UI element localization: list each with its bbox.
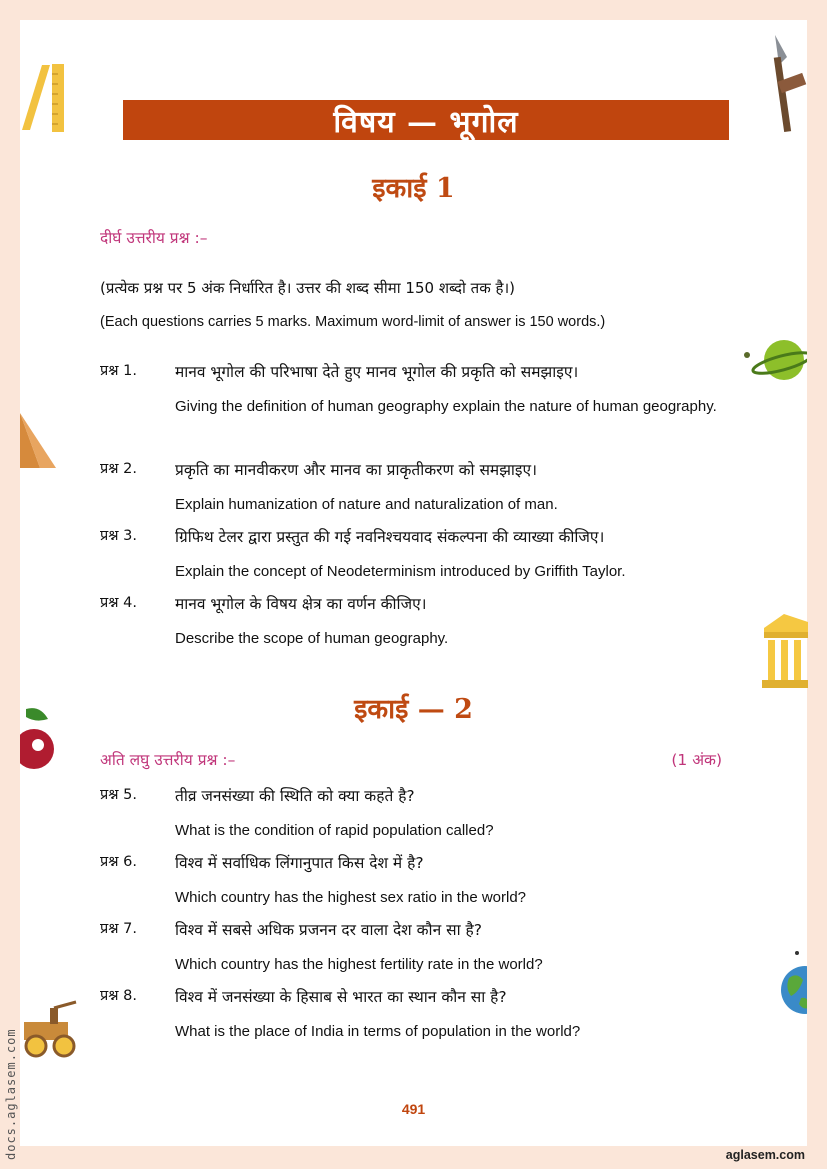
question-item [100,784,728,846]
question-item [100,851,728,913]
question-item [100,918,728,980]
question-number: प्रश्न 7. [100,921,137,937]
axe-icon [765,35,810,135]
unit1-note-english: (Each questions carries 5 marks. Maximum word-limit of answer is 150 words.) [100,314,606,330]
question-english: Which country has the highest fertility rate in the world? [175,956,543,973]
question-hindi: प्रकृति का मानवीकरण और मानव का प्राकृतीकरण को समझाइए। [175,461,537,479]
question-number: प्रश्न 1. [100,363,137,379]
unit2-marks-label: (1 अंक) [671,751,722,769]
question-english: Explain the concept of Neodeterminism introduced by Griffith Taylor. [175,563,626,580]
question-number: प्रश्न 3. [100,528,137,544]
globe-icon [775,948,807,1018]
subject-title-banner [123,100,729,140]
question-number: प्रश्न 5. [100,787,137,803]
question-hindi: विश्व में जनसंख्या के हिसाब से भारत का स्थान कौन सा है? [175,988,507,1006]
question-english: Describe the scope of human geography. [175,630,449,647]
question-item [100,458,728,520]
unit1-note-hindi: (प्रत्येक प्रश्न पर 5 अंक निर्धारित है। उत्तर की शब्द सीमा 150 शब्दो तक है।) [100,279,515,297]
question-number: प्रश्न 6. [100,854,137,870]
question-hindi: मानव भूगोल के विषय क्षेत्र का वर्णन कीजिए। [175,595,427,613]
unit1-heading: इकाई 1 [372,173,455,204]
cart-icon [20,1000,82,1060]
question-hindi: मानव भूगोल की परिभाषा देते हुए मानव भूगोल की प्रकृति को समझाइए। [175,363,579,381]
side-watermark: docs.aglasem.com [4,1028,18,1160]
question-english: Explain humanization of nature and naturalization of man. [175,496,558,513]
pyramid-icon [20,408,60,470]
question-item [100,525,728,587]
question-hindi: विश्व में सबसे अधिक प्रजनन दर वाला देश कौन सा है? [175,921,482,939]
page-number: 491 [401,1101,426,1117]
question-english: Which country has the highest sex ratio in the world? [175,889,527,906]
unit2-heading: इकाई — 2 [354,694,473,725]
question-number: प्रश्न 2. [100,461,137,477]
question-number: प्रश्न 4. [100,595,137,611]
temple-icon [760,608,808,688]
question-hindi: विश्व में सर्वाधिक लिंगानुपात किस देश में है? [175,854,424,872]
ruler-icon [20,60,66,135]
question-item [100,985,728,1047]
question-item [100,592,728,654]
unit1-section-label: दीर्घ उत्तरीय प्रश्न :– [100,229,208,247]
question-english: What is the condition of rapid population called? [175,822,494,839]
question-hindi: ग्रिफिथ टेलर द्वारा प्रस्तुत की गई नवनिश्चयवाद संकल्पना की व्याख्या कीजिए। [175,528,605,546]
subject-title: विषय — भूगोल [333,104,519,140]
unit2-section-label: अति लघु उत्तरीय प्रश्न :– [100,751,236,769]
question-number: प्रश्न 8. [100,988,137,1004]
site-brand[interactable]: aglasem.com [725,1148,805,1162]
question-english: Giving the definition of human geography explain the nature of human geography. [175,398,717,415]
planet-icon [742,335,807,385]
question-english: What is the place of India in terms of population in the world? [175,1023,581,1040]
question-hindi: तीव्र जनसंख्या की स्थिति को क्या कहते है? [175,787,415,805]
question-item [100,360,728,422]
